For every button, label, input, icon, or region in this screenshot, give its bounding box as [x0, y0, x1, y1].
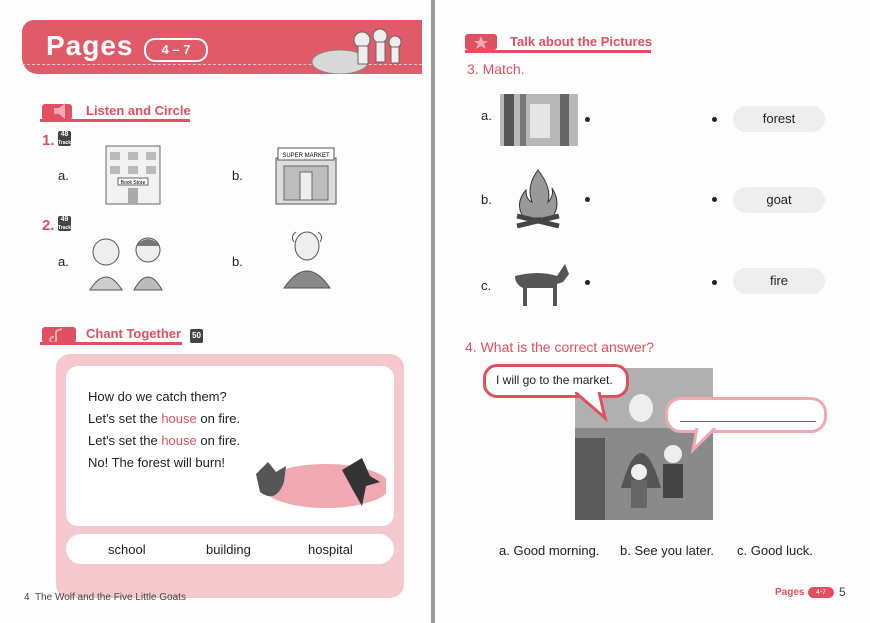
- chant-title: Chant Together: [86, 326, 182, 341]
- listen-title: Listen and Circle: [86, 103, 191, 118]
- q2-option-a: a.: [58, 254, 69, 269]
- chant-box: [56, 354, 404, 598]
- bubble-tail: [575, 392, 615, 422]
- q1-option-a: a.: [58, 168, 69, 183]
- answer-forest[interactable]: forest: [733, 106, 825, 132]
- banner-range: 4 – 7: [144, 38, 208, 62]
- match-dot[interactable]: [585, 197, 590, 202]
- svg-text:Book Store: Book Store: [120, 180, 146, 186]
- answer-goat[interactable]: goat: [733, 187, 825, 213]
- right-footer-label: Pages: [775, 587, 805, 598]
- pages-banner: [22, 20, 422, 74]
- track-48-badge: 48 Track: [58, 131, 72, 146]
- match-dot[interactable]: [712, 280, 717, 285]
- track-49-badge: 49 Track: [58, 216, 72, 231]
- chant-line: No! The forest will burn!: [88, 455, 226, 470]
- q1-number: 1.: [42, 132, 55, 149]
- match-dot[interactable]: [712, 197, 717, 202]
- left-footer: 4 The Wolf and the Five Little Goats: [24, 592, 186, 603]
- q3-letter-b: b.: [481, 192, 492, 207]
- chant-line: Let's set the house on fire.: [88, 411, 241, 426]
- q2-number: 2.: [42, 217, 55, 234]
- forest-picture[interactable]: [500, 94, 578, 146]
- banner-title: Pages: [46, 30, 134, 61]
- q4-option-b[interactable]: b. See you later.: [620, 543, 714, 558]
- highlight-word: house: [161, 411, 197, 426]
- section-underline: [40, 119, 190, 122]
- goats-illustration: [300, 22, 410, 74]
- speech-bubble: I will go to the market.: [483, 364, 629, 398]
- q4-title: 4. What is the correct answer?: [465, 339, 655, 355]
- section-underline: [465, 50, 651, 53]
- talk-title: Talk about the Pictures: [510, 34, 653, 49]
- goat-picture[interactable]: [509, 260, 571, 308]
- chant-text-panel: [66, 366, 394, 526]
- word-hospital[interactable]: hospital: [308, 542, 353, 557]
- page-number: 5: [839, 585, 846, 599]
- section-underline: [40, 342, 182, 345]
- match-dot[interactable]: [585, 280, 590, 285]
- supermarket-picture[interactable]: [274, 146, 338, 206]
- match-dot[interactable]: [585, 117, 590, 122]
- fire-picture[interactable]: [513, 168, 563, 232]
- chant-line: Let's set the house on fire.: [88, 433, 241, 448]
- q2-option-b: b.: [232, 254, 243, 269]
- star-icon: [465, 32, 499, 52]
- match-dot[interactable]: [712, 117, 717, 122]
- q3-letter-a: a.: [481, 108, 492, 123]
- left-page: [0, 0, 431, 623]
- man-picture[interactable]: [280, 228, 334, 290]
- answer-bubble-tail: [689, 428, 719, 454]
- q1-option-b: b.: [232, 168, 243, 183]
- bookstore-picture[interactable]: [104, 142, 162, 206]
- chant-line: How do we catch them?: [88, 389, 227, 404]
- highlight-word: house: [161, 433, 197, 448]
- svg-text:SUPER MARKET: SUPER MARKET: [282, 153, 330, 159]
- q3-title: 3. Match.: [467, 61, 525, 77]
- q4-option-a[interactable]: a. Good morning.: [499, 543, 600, 558]
- q4-option-c[interactable]: c. Good luck.: [737, 543, 813, 558]
- word-building[interactable]: building: [206, 542, 251, 557]
- children-picture[interactable]: [84, 232, 176, 292]
- answer-blank-line: [680, 421, 816, 422]
- right-footer-range: 4-7: [808, 587, 834, 598]
- wolf-and-bird-picture: [246, 454, 386, 514]
- answer-fire[interactable]: fire: [733, 268, 825, 294]
- right-page: [435, 0, 870, 623]
- q3-letter-c: c.: [481, 278, 492, 293]
- word-school[interactable]: school: [108, 542, 146, 557]
- word-bank: [66, 534, 394, 564]
- track-50-badge: 50: [190, 329, 203, 343]
